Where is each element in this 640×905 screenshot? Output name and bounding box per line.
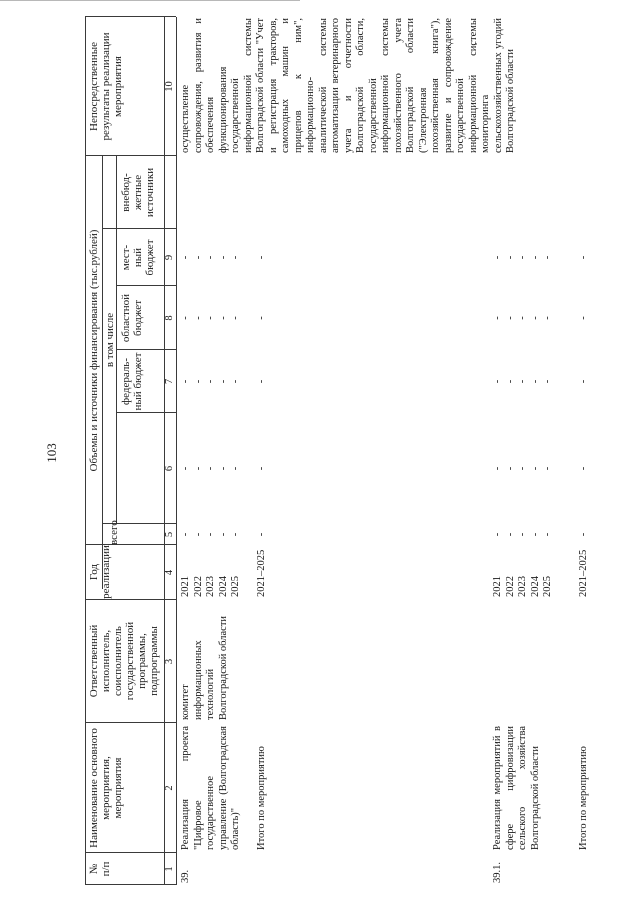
column-number-10: 10: [164, 81, 175, 92]
header-local: мест- ный бюджет: [120, 239, 156, 276]
row-years: 2021–2025: [578, 549, 589, 597]
regional-values: - - - - -: [180, 379, 241, 384]
row-years: 2021–2025: [256, 549, 267, 597]
column-number-2: 2: [164, 785, 175, 791]
regional-values: - - - - -: [492, 379, 553, 384]
local-values: - - - - -: [180, 316, 241, 320]
column-number-6: 6: [164, 465, 175, 472]
total-values: -: [578, 532, 589, 537]
row-name: Итого по мероприятию: [256, 746, 267, 850]
extrabudget-values: -: [578, 255, 589, 260]
row-name: Реализация проекта "Цифровое государственное управление (Волгоградская область)": [180, 726, 241, 850]
row-number: 39.1.: [492, 862, 503, 883]
header-regional: областной бюджет: [120, 293, 144, 343]
regional-values: -: [578, 379, 589, 384]
total-values: -: [256, 532, 267, 537]
header-year: Год реализации: [88, 545, 112, 599]
federal-values: - - - - -: [180, 466, 241, 471]
header-result: Непосредственные результаты реализации мероприятия: [88, 32, 124, 141]
regional-values: -: [256, 379, 267, 384]
row-result: осуществление сопровождения, развития и обеспечения функционирования государственной информационной системы Волгоградской области "Учет и регистрация тракторов, самоходных машин и прицепов к ним", информационно-аналитической системы автоматизации ветеринарного учета и отчетности Волгоградской области, государственной информационной системы похозяйственного учета Волгоградской области ("Электронная похозяйственная книга"), развитие и сопровождение государственной информационной системы мониторинга сельскохозяйственных угодий Волгоградской области: [180, 18, 516, 153]
local-values: -: [578, 316, 589, 320]
header-executor: Ответственный исполнитель, соисполнитель государственной программы, подпрограммы: [88, 621, 160, 701]
federal-values: - - - - -: [492, 466, 553, 471]
header-including: в том числе: [104, 312, 116, 368]
column-number-5: 5: [164, 531, 175, 538]
page-number: 103: [44, 443, 59, 463]
row-executor: комитет информационных технологий Волгоградской области: [180, 615, 229, 720]
extrabudget-values: - - - - -: [180, 255, 241, 260]
header-federal: федераль- ный бюджет: [120, 352, 144, 411]
local-values: -: [256, 316, 267, 320]
column-number-9: 9: [164, 254, 175, 261]
row-years: 2021 2022 2023 2024 2025: [180, 576, 241, 597]
header-number: № п/п: [88, 861, 112, 877]
extrabudget-values: - - - - -: [492, 255, 553, 260]
total-values: - - - - -: [180, 532, 241, 537]
row-number: 39.: [180, 869, 191, 883]
column-number-8: 8: [164, 315, 175, 321]
federal-values: -: [256, 466, 267, 471]
header-name: Наименование основного мероприятия, мероприятия: [88, 728, 124, 848]
column-number-4: 4: [164, 569, 175, 576]
row-name: Итого по мероприятию: [578, 746, 589, 850]
column-number-7: 7: [164, 378, 175, 385]
row-years: 2021 2022 2023 2024 2025: [492, 576, 553, 597]
column-number-3: 3: [164, 658, 175, 665]
header-extrabudget: внебюд- жетные источники: [120, 167, 156, 218]
header-financing: Объемы и источники финансирования (тыс.рублей): [88, 229, 100, 472]
column-number-1: 1: [164, 866, 175, 872]
local-values: - - - - -: [492, 316, 553, 320]
federal-values: -: [578, 466, 589, 471]
extrabudget-values: -: [256, 255, 267, 260]
header-total: всего: [108, 520, 120, 545]
row-name: Реализация мероприятий в сфере цифровизации сельского хозяйства Волгоградской области: [492, 726, 541, 850]
total-values: - - - - -: [492, 532, 553, 537]
